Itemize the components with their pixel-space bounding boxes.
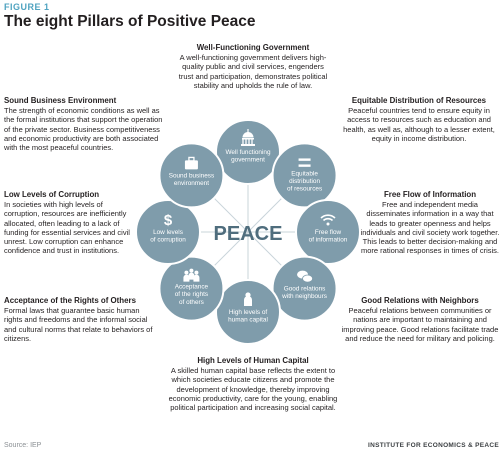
pillar-circle-label: Free flow [314,229,342,236]
dollar-icon [164,212,173,229]
pillar-circle [296,200,360,264]
pillar-circle [216,280,280,344]
pillar-circle-label: Low levels [153,229,183,236]
pillar-title: Low Levels of Corruption [4,190,100,199]
pillar-circle-label: Acceptance [174,283,209,291]
pillar-circle-label: of information [308,236,348,244]
pillar-text: The strength of economic conditions as well as the formal institutions that support the operation of the private sector. Business competitiveness and economic productivity are both associated with the most peaceful countries. [4,106,163,153]
source-note: Source: IEP [4,442,42,449]
pillar-circle-label: Equitable [291,170,318,178]
pillar-circle-label: Sound business [168,172,215,180]
pillar-circle-label: government [231,156,265,164]
pillar-circle-label: of others [178,298,204,306]
pillar-text: A skilled human capital base reflects the extent to which societies educate citizens and promote the development of knowledge, thereby improving economic productivity, care for the young, enabling political participation and increasing social capital. [168,366,338,413]
pillar-text: Free and independent media disseminates information in a way that leads to greater openness and helps individuals and civil society work together. This leads to better decision-making and more rational responses in times of crisis. [360,200,500,256]
pillar-text: Peaceful countries tend to ensure equity in access to resources such as education and health, as well as, although to a lesser extent, equity in income distribution. [343,106,495,143]
pillar-title: Well-Functioning Government [196,43,310,52]
pillar-title: Free Flow of Information [383,190,477,199]
figure-label: FIGURE 1 [4,2,50,12]
pillar-text: Peaceful relations between communities or nations are important to maintaining and improving peace. Good relations facilitate trade and reduce the need for military and policing. [341,306,499,343]
figure-title: The eight Pillars of Positive Peace [4,13,256,30]
pillar-title: Good Relations with Neighbors [361,296,479,305]
pillar-circle-label: of the rights [174,291,209,299]
pillar-title: High Levels of Human Capital [197,356,309,365]
pillar-circle-label: environment [173,180,210,188]
pillar-circle-label: Good relations [283,285,326,293]
pillar-circle-label: distribution [289,178,321,186]
pillar-circle-label: of corruption [150,236,186,244]
pillar-circle [159,257,223,321]
svg-text:$: $ [163,212,173,229]
pillar-circle [159,143,223,207]
pillar-circle-label: Well functioning [225,149,271,156]
peace-label: PEACE [213,223,283,245]
pillar-circle [273,257,337,321]
pillar-circle [136,200,200,264]
pillar-circle [273,143,337,207]
pillar-circle-label: High levels of [228,309,268,316]
pillar-text: Formal laws that guarantee basic human rights and freedoms and the informal social and cultural norms that relate to behaviors of citizens. [4,306,153,343]
pillar-title: Equitable Distribution of Resources [351,96,487,105]
pillar-circle-label: with neighbours [282,293,327,301]
pillar-text: In societies with high levels of corruption, resources are inefficiently allocated, often leading to a lack of funding for essential services and civil unrest. Low corruption can enhance confidence and trust in institutions. [4,200,130,256]
pillar-circle-label: of resources [286,185,323,193]
pillar-text: A well-functioning government delivers high-quality public and civil services, engenders trust and participation, demonstrates political stability and upholds the rule of law. [178,53,328,90]
pillar-circle [216,120,280,184]
pillar-title: Acceptance of the Rights of Others [4,296,136,305]
brand-logo-text: INSTITUTE FOR ECONOMICS & PEACE [367,442,499,449]
pillar-title: Sound Business Environment [4,96,117,105]
pillar-circle-label: human capital [228,316,268,324]
